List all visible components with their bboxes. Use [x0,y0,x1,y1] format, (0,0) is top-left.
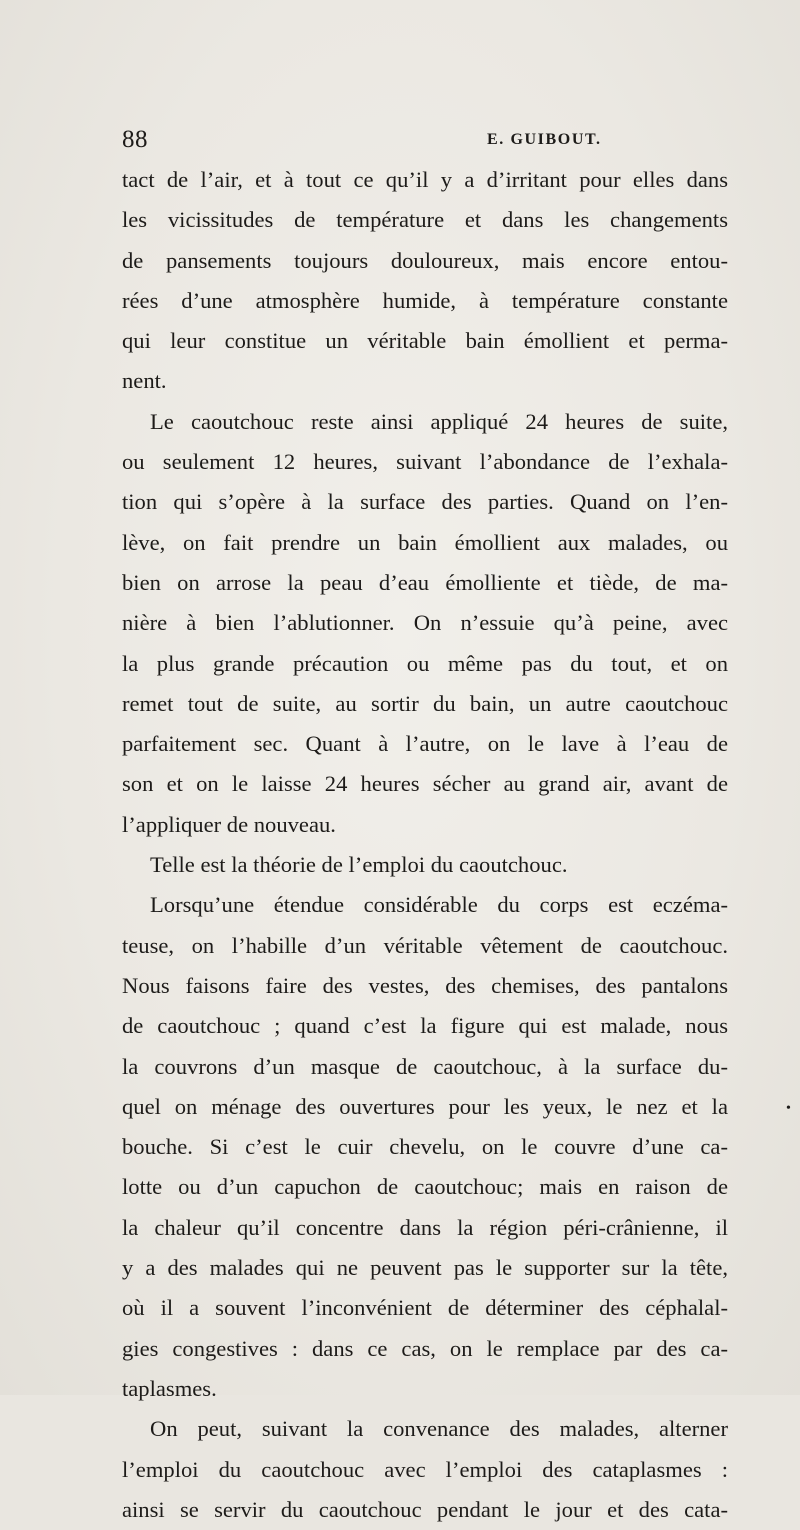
text-line: la chaleur qu’il concentre dans la région péri-crânienne, il [122,1214,728,1240]
text-line: gies congestives : dans ce cas, on le remplace par des ca- [122,1335,728,1361]
running-head: E. GUIBOUT. [487,131,602,148]
margin-speck: • [786,1101,791,1116]
text-line: son et on le laisse 24 heures sécher au grand air, avant de [122,771,728,797]
text-line: ou seulement 12 heures, suivant l’abondance de l’exhala- [122,449,728,475]
text-line: quel on ménage des ouvertures pour les yeux, le nez et la [122,1093,728,1119]
text-line: nière à bien l’ablutionner. On n’essuie qu’à peine, avec [122,610,728,636]
page-header [122,122,728,158]
body-text [122,160,728,1530]
text-line: l’emploi du caoutchouc avec l’emploi des cataplasmes : [122,1456,728,1482]
text-line: la plus grande précaution ou même pas du tout, et on [122,650,728,676]
text-line: teuse, on l’habille d’un véritable vêtement de caoutchouc. [122,932,728,958]
text-line: parfaitement sec. Quant à l’autre, on le lave à l’eau de [122,731,728,757]
text-line: rées d’une atmosphère humide, à température constante [122,287,728,313]
text-line: tion qui s’opère à la surface des parties. Quand on l’en- [122,489,728,515]
text-line: lotte ou d’un capuchon de caoutchouc; mais en raison de [122,1174,728,1200]
text-line: On peut, suivant la convenance des malades, alterner [150,1416,728,1442]
text-line: Nous faisons faire des vestes, des chemises, des pantalons [122,972,728,998]
text-line: la couvrons d’un masque de caoutchouc, à la surface du- [122,1053,728,1079]
text-line: les vicissitudes de température et dans les changements [122,207,728,233]
text-line: lève, on fait prendre un bain émollient aux malades, ou [122,529,728,555]
text-line: Le caoutchouc reste ainsi appliqué 24 heures de suite, [150,408,728,434]
text-line: tact de l’air, et à tout ce qu’il y a d’irritant pour elles dans [122,167,728,192]
text-line: Lorsqu’une étendue considérable du corps est eczéma- [150,892,728,918]
text-line: de pansements toujours douloureux, mais encore entou- [122,247,728,273]
page-number: 88 [122,126,148,153]
text-line: remet tout de suite, au sortir du bain, un autre caoutchouc [122,690,728,716]
text-line: l’appliquer de nouveau. [122,811,336,837]
text-line: bouche. Si c’est le cuir chevelu, on le couvre d’une ca- [122,1134,728,1160]
text-line: qui leur constitue un véritable bain émollient et perma- [122,328,728,354]
text-line: de caoutchouc ; quand c’est la figure qui est malade, nous [122,1013,728,1039]
text-line: nent. [122,368,167,394]
text-line: ainsi se servir du caoutchouc pendant le jour et des cata- [122,1496,728,1522]
text-line: où il a souvent l’inconvénient de déterminer des céphalal- [122,1295,728,1321]
text-line: taplasmes. [122,1375,217,1401]
text-line: y a des malades qui ne peuvent pas le supporter sur la tête, [122,1255,728,1281]
text-line: Telle est la théorie de l’emploi du caoutchouc. [150,852,568,878]
text-line: bien on arrose la peau d’eau émolliente et tiède, de ma- [122,569,728,595]
